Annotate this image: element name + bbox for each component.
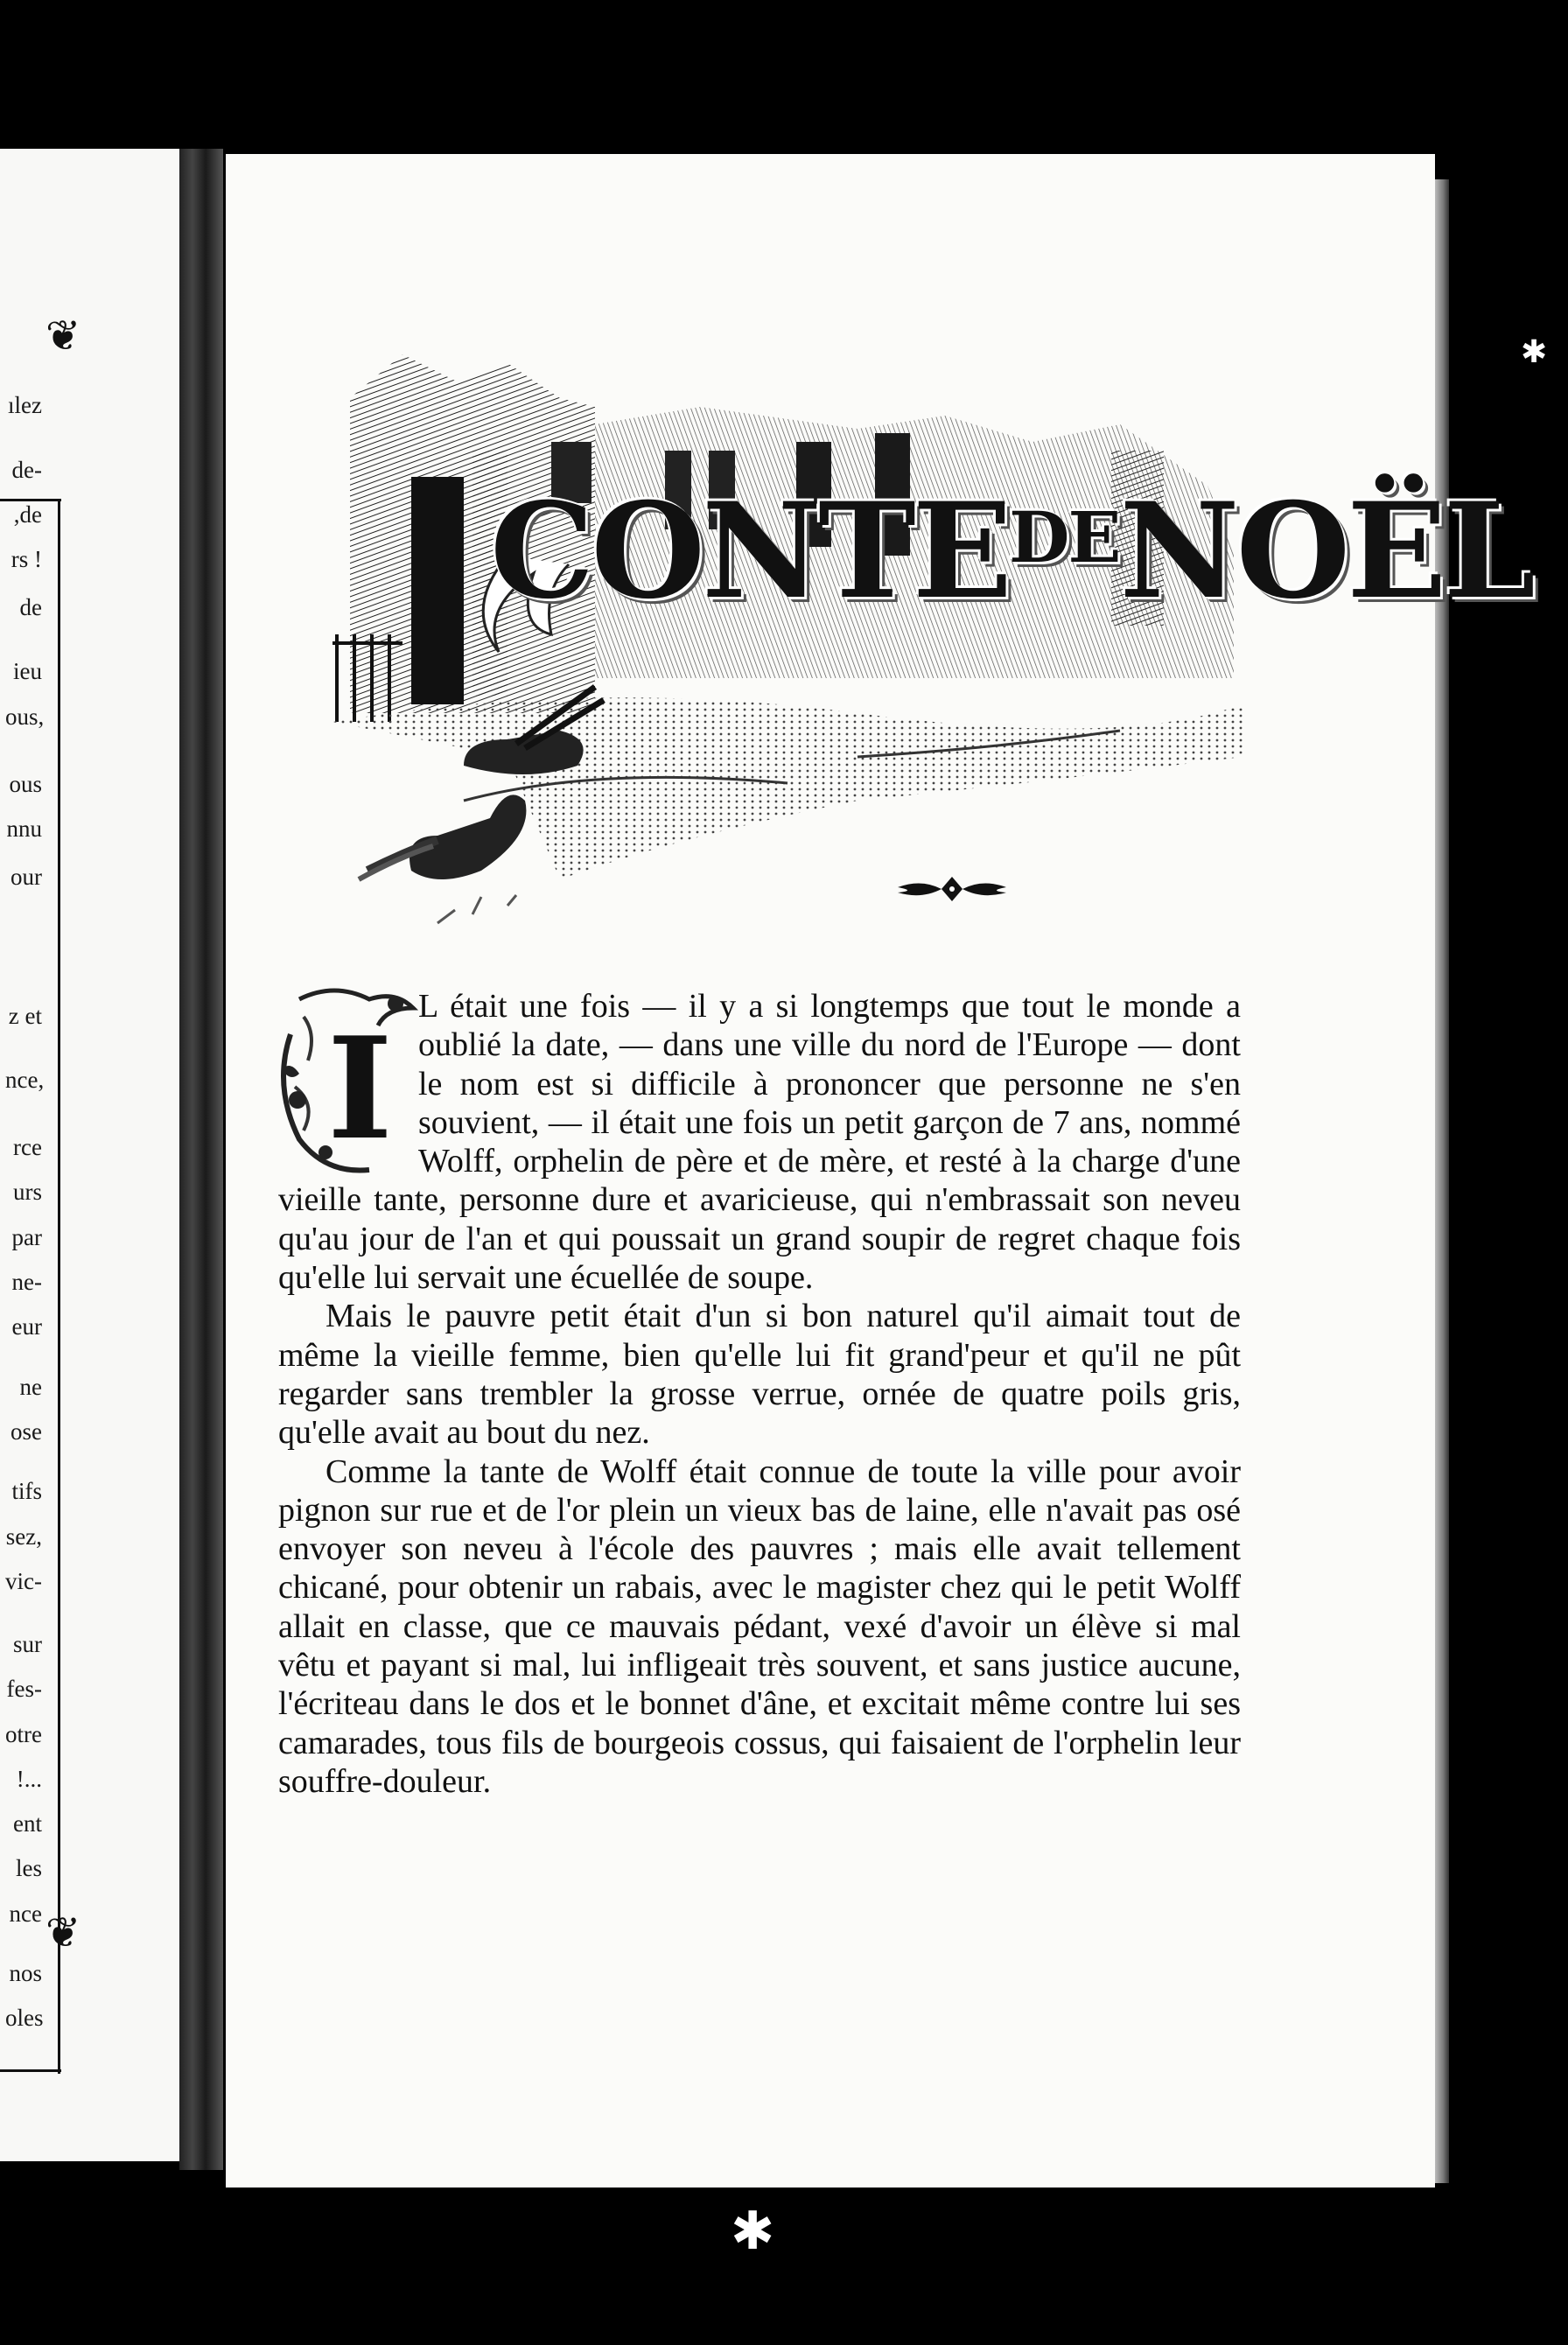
paragraph: Comme la tante de Wolff était connue de toute la ville pour avoir pignon sur rue et de l'or plein un vieux bas de laine, elle n'avait pas osé envoyer son neveu à l'école des pauvres ; mais elle avait tellement chicané, pour obtenir un rabais, avec le magister chez qui le petit Wolff allait en classe, que ce mauvais pédant, vexé d'avoir un élève si mal vêtu et payant si mal, lui infligeait très souvent, et sans justice aucune, l'écriteau dans le dos et le bonnet d'âne, et excitait même contre lui ses camarades, tous fils de bourgeois cossus, qui faisaient de l'orphelin leur souffre-douleur. [278, 1452, 1241, 1800]
left-page-text-fragment: ılez [8, 392, 42, 419]
title-word-noel: NOËL [1119, 474, 1533, 628]
left-page-text-fragment: vic- [5, 1568, 42, 1595]
paragraph: Mais le pauvre petit était d'un si bon naturel qu'il aimait tout de même la vieille femme, bien qu'elle lui fit grand'peur et qu'il ne pût regarder sans trembler la grosse verrue, ornée de quatre poils gris, qu'elle avait au bout du nez. [278, 1298, 1241, 1452]
left-page-text-fragment: de- [11, 456, 42, 483]
left-page-text-fragment: ne [19, 1373, 42, 1400]
left-page-text-fragment: ose [10, 1418, 42, 1446]
left-page-text-fragment: tifs [11, 1478, 42, 1505]
book-spine [179, 149, 223, 2170]
left-page-text-fragment: sez, [5, 1522, 42, 1550]
left-page-text-fragment: par [11, 1223, 42, 1250]
left-page-border [58, 499, 60, 2074]
left-page-text-fragment: ent [13, 1810, 42, 1838]
left-page-text-fragment: ,de [13, 500, 42, 528]
left-page-text-fragment: our [10, 863, 42, 890]
left-page-text-fragment: sur [13, 1630, 42, 1657]
left-page-border-bottom [0, 2069, 61, 2072]
drop-cap-letter: I [327, 1006, 393, 1171]
left-page-text-fragment: z et [8, 1002, 42, 1029]
drop-cap [273, 987, 413, 1178]
left-page-text-fragment: rce [13, 1134, 42, 1161]
paragraph [278, 987, 1241, 1297]
grape-leaf-icon: ❦ [46, 312, 81, 360]
scan-speck: ✱ [731, 2201, 775, 2262]
left-page-text-fragment: ne- [11, 1269, 42, 1296]
left-page-text-fragment: ous [9, 770, 42, 797]
left-page-text-fragment: les [16, 1855, 42, 1882]
left-page-text-fragment: nos [9, 1960, 42, 1987]
left-page-text-fragment: de [19, 593, 42, 620]
scan-speck: ✱ [1521, 334, 1548, 370]
story-title [490, 474, 1533, 678]
left-page-fragment [0, 149, 208, 2161]
left-page-text-fragment: ieu [13, 658, 42, 685]
left-page-text-fragment: !... [16, 1765, 42, 1792]
floral-drop-cap-ornament-icon [273, 982, 422, 1183]
ornamental-fleuron-icon [891, 872, 1013, 906]
left-page-text-fragment: nce [9, 1900, 42, 1927]
left-page-text-fragment: otre [5, 1720, 42, 1747]
left-page-text-fragment: oles [5, 2005, 44, 2032]
title-word-de: DE [1009, 496, 1120, 578]
paragraph-1-text: L était une fois — il y a si longtemps que tout le monde a oublié la date, — dans une ville du nord de l'Europe — dont le nom est si difficile à prononcer que personne ne s'en souvient, — il était une fois un petit garçon de 7 ans, nommé Wolff, orphelin de père et de mère, et resté à la charge d'une vieille tante, personne dure et avaricieuse, qui n'embrassait son neveu qu'au jour de l'an et qui poussait un grand soupir de regret chaque fois qu'elle lui servait une écuellée de soupe. [278, 988, 1241, 1297]
grape-leaf-icon: ❦ [46, 1908, 81, 1957]
left-page-text-fragment: urs [13, 1179, 42, 1206]
left-page-text-fragment: fes- [6, 1676, 42, 1703]
story-body [278, 987, 1241, 1801]
left-page-text-fragment: rs ! [10, 546, 42, 573]
left-page-text-fragment: eur [11, 1313, 42, 1340]
left-page-text-fragment: ous, [5, 703, 45, 730]
left-page-text-fragment: nnu [6, 815, 42, 842]
title-word-conte: CONTE [490, 474, 1010, 628]
clog-icon [359, 794, 526, 879]
left-page-text-fragment: nce, [5, 1067, 45, 1094]
